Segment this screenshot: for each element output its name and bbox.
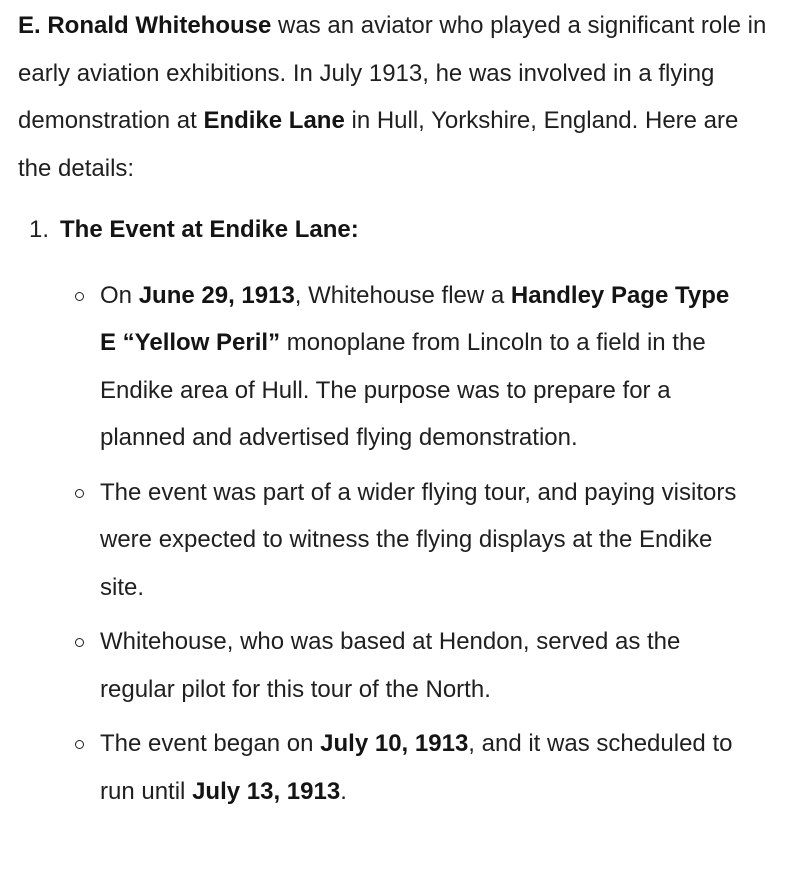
bullet-text: , Whitehouse flew a [294, 281, 511, 309]
list-item [18, 206, 767, 815]
bullet-text: The event began on [100, 730, 321, 757]
location-name: Endike Lane [203, 107, 345, 134]
bullet-text: monoplane from Lincoln to a field in the Endike area of Hull. The purpose was to prepare for a planned and advertised flying demonstration. [100, 329, 706, 451]
bullet-text: . [340, 777, 347, 805]
list-number: 1. [29, 216, 50, 243]
bullet-item [60, 272, 750, 462]
bullet-bold-date: July 10, 1913 [320, 730, 469, 757]
bullet-text: , and it was scheduled to run until [100, 730, 733, 805]
intro-paragraph [18, 2, 778, 192]
hollow-bullet-icon [75, 638, 84, 647]
bullet-text: On [100, 281, 139, 309]
bullet-bold-aircraft: Handley Page Type E “Yellow Peril” [100, 281, 730, 356]
bullet-item [60, 618, 750, 713]
aviator-name: E. Ronald Whitehouse [18, 12, 272, 39]
bullet-list [60, 272, 767, 816]
bullet-bold-date: July 13, 1913 [192, 777, 341, 805]
intro-text-2: in Hull, Yorkshire, England. Here are the details: [18, 107, 739, 182]
section-heading: The Event at Endike Lane: [60, 216, 359, 243]
bullet-item [60, 469, 750, 612]
bullet-text: Whitehouse, who was based at Hendon, served as the regular pilot for this tour of the North. [100, 628, 681, 703]
intro-text-1: was an aviator who played a significant role in early aviation exhibitions. In July 1913, he was involved in a flying demonstration at [18, 12, 767, 134]
bullet-item [60, 720, 750, 815]
hollow-bullet-icon [75, 740, 84, 749]
hollow-bullet-icon [75, 489, 84, 498]
numbered-list [18, 206, 767, 815]
bullet-text: The event was part of a wider flying tour, and paying visitors were expected to witness the flying displays at the Endike site. [100, 478, 737, 601]
hollow-bullet-icon [75, 292, 84, 301]
bullet-bold-date: June 29, 1913 [138, 281, 295, 309]
